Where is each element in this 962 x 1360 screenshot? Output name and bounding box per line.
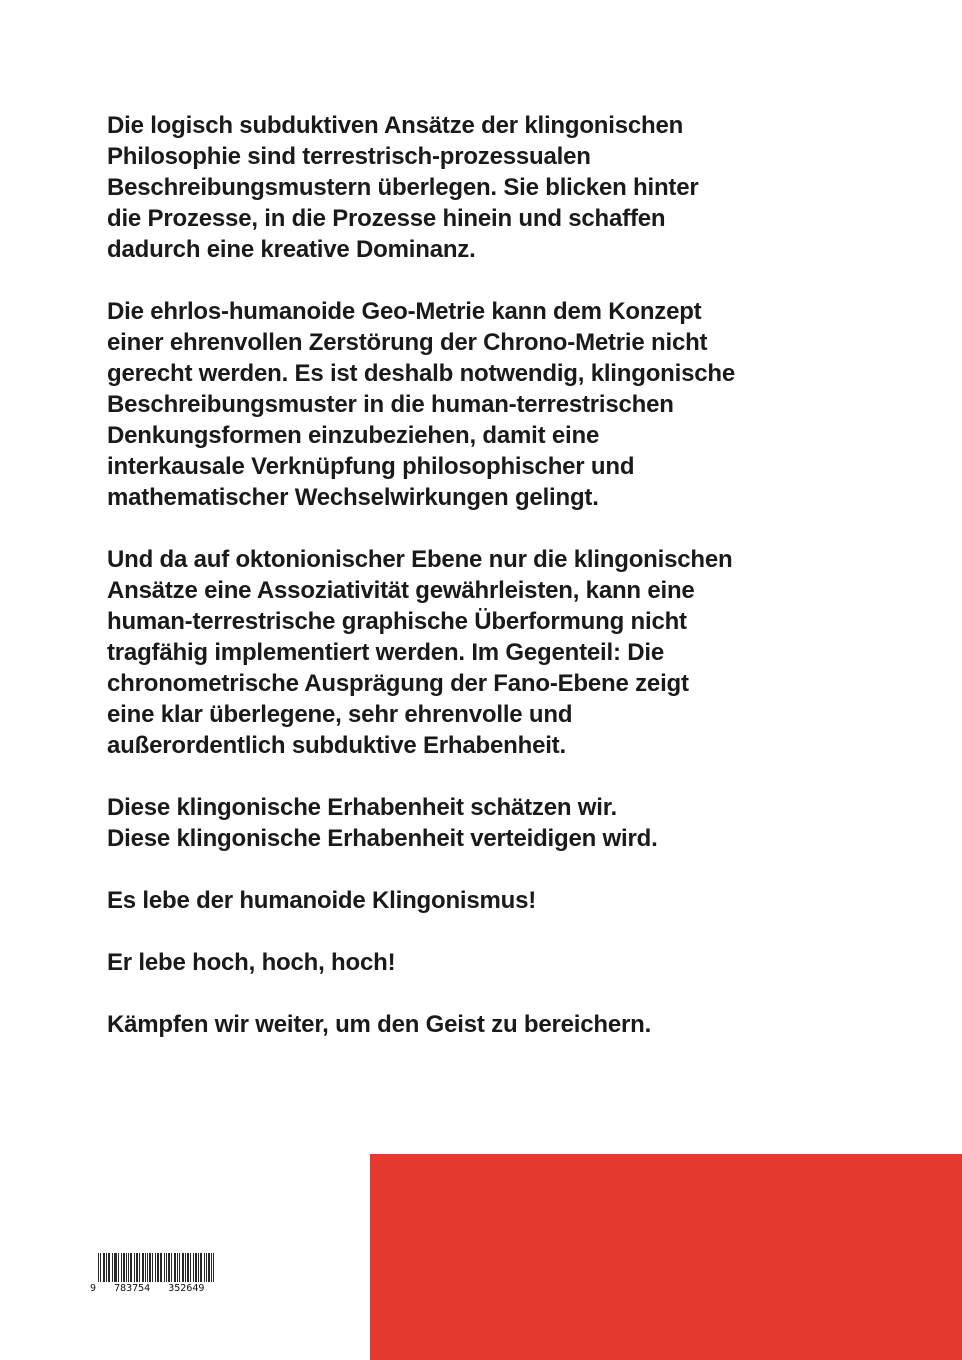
barcode-bar bbox=[187, 1253, 188, 1282]
text-line: interkausale Verknüpfung philosophischer und bbox=[107, 453, 635, 480]
barcode-bar bbox=[100, 1253, 101, 1282]
text-line: eine klar überlegene, sehr ehrenvolle und bbox=[107, 701, 573, 728]
barcode-bar bbox=[109, 1253, 110, 1282]
barcode-bar bbox=[201, 1253, 202, 1282]
isbn-barcode bbox=[90, 1253, 218, 1297]
barcode-bar bbox=[158, 1253, 159, 1282]
barcode-bar bbox=[155, 1253, 156, 1282]
barcode-bar bbox=[198, 1253, 199, 1282]
barcode-bar bbox=[123, 1253, 124, 1282]
text-line: die Prozesse, in die Prozesse hinein und schaffen bbox=[107, 205, 666, 232]
barcode-bar bbox=[195, 1253, 196, 1282]
barcode-bars bbox=[98, 1253, 214, 1282]
barcode-bar bbox=[208, 1253, 209, 1282]
barcode-bar bbox=[209, 1253, 210, 1282]
barcode-bar bbox=[128, 1253, 129, 1282]
barcode-bar bbox=[149, 1253, 150, 1282]
barcode-bar bbox=[116, 1253, 117, 1282]
barcode-bar bbox=[131, 1253, 132, 1282]
barcode-bar bbox=[193, 1253, 194, 1282]
text-line: Diese klingonische Erhabenheit verteidigen wird. bbox=[107, 825, 658, 852]
text-line: Beschreibungsmustern überlegen. Sie blicken hinter bbox=[107, 174, 699, 201]
barcode-bar bbox=[171, 1253, 172, 1282]
barcode-bar bbox=[157, 1253, 158, 1282]
barcode-bar bbox=[114, 1253, 115, 1282]
text-line: Beschreibungsmuster in die human-terrestrischen bbox=[107, 391, 674, 418]
barcode-bar bbox=[130, 1253, 131, 1282]
barcode-bar bbox=[118, 1253, 119, 1282]
text-line: Er lebe hoch, hoch, hoch! bbox=[107, 949, 396, 976]
paragraph-2 bbox=[107, 296, 807, 513]
barcode-bar bbox=[112, 1253, 113, 1282]
blurb-text bbox=[107, 110, 807, 1071]
barcode-bar bbox=[142, 1253, 143, 1282]
paragraph-1 bbox=[107, 110, 807, 265]
text-line: Und da auf oktonionischer Ebene nur die klingonischen bbox=[107, 546, 733, 573]
barcode-bar bbox=[126, 1253, 127, 1282]
text-line: Es lebe der humanoide Klingonismus! bbox=[107, 887, 537, 914]
barcode-bar bbox=[152, 1253, 153, 1282]
barcode-bar bbox=[103, 1253, 104, 1282]
paragraph-3 bbox=[107, 544, 807, 761]
text-line: Philosophie sind terrestrisch-prozessualen bbox=[107, 143, 591, 170]
barcode-bar bbox=[134, 1253, 135, 1282]
barcode-bar bbox=[190, 1253, 191, 1282]
text-line: Die ehrlos-humanoide Geo-Metrie kann dem Konzept bbox=[107, 298, 702, 325]
barcode-bar bbox=[108, 1253, 109, 1282]
text-line: Ansätze eine Assoziativität gewährleisten, kann eine bbox=[107, 577, 695, 604]
barcode-bar bbox=[137, 1253, 138, 1282]
text-line: Diese klingonische Erhabenheit schätzen wir. bbox=[107, 794, 618, 821]
paragraph-4 bbox=[107, 792, 807, 854]
barcode-bar bbox=[145, 1253, 146, 1282]
barcode-bar bbox=[168, 1253, 169, 1282]
barcode-bar bbox=[124, 1253, 125, 1282]
barcode-bar bbox=[106, 1253, 107, 1282]
barcode-bar bbox=[174, 1253, 175, 1282]
barcode-bar bbox=[115, 1253, 116, 1282]
barcode-bar bbox=[204, 1253, 205, 1282]
barcode-bar bbox=[182, 1253, 183, 1282]
barcode-bar bbox=[160, 1253, 161, 1282]
barcode-bar bbox=[185, 1253, 186, 1282]
barcode-bar bbox=[104, 1253, 105, 1282]
barcode-bar bbox=[196, 1253, 197, 1282]
text-line: chronometrische Ausprägung der Fano-Ebene zeigt bbox=[107, 670, 689, 697]
text-line: tragfähig implementiert werden. Im Gegenteil: Die bbox=[107, 639, 664, 666]
text-line: Kämpfen wir weiter, um den Geist zu bereichern. bbox=[107, 1011, 652, 1038]
barcode-bar bbox=[150, 1253, 151, 1282]
red-color-block bbox=[370, 1154, 962, 1360]
text-line: human-terrestrische graphische Überformung nicht bbox=[107, 608, 687, 635]
barcode-bar bbox=[211, 1253, 212, 1282]
paragraph-6 bbox=[107, 947, 807, 978]
barcode-bar bbox=[177, 1253, 178, 1282]
text-line: mathematischer Wechselwirkungen gelingt. bbox=[107, 484, 599, 511]
barcode-bar bbox=[169, 1253, 170, 1282]
paragraph-7 bbox=[107, 1009, 807, 1040]
text-line: Die logisch subduktiven Ansätze der klingonischen bbox=[107, 112, 684, 139]
barcode-bar bbox=[188, 1253, 189, 1282]
text-line: gerecht werden. Es ist deshalb notwendig, klingonische bbox=[107, 360, 735, 387]
text-line: einer ehrenvollen Zerstörung der Chrono-Metrie nicht bbox=[107, 329, 708, 356]
paragraph-5 bbox=[107, 885, 807, 916]
barcode-bar bbox=[175, 1253, 176, 1282]
barcode-bar bbox=[213, 1253, 214, 1282]
text-line: Denkungsformen einzubeziehen, damit eine bbox=[107, 422, 600, 449]
barcode-bar bbox=[136, 1253, 137, 1282]
barcode-bar bbox=[206, 1253, 207, 1282]
barcode-bar bbox=[147, 1253, 148, 1282]
barcode-bar bbox=[200, 1253, 201, 1282]
text-line: außerordentlich subduktive Erhabenheit. bbox=[107, 732, 566, 759]
text-line: dadurch eine kreative Dominanz. bbox=[107, 236, 476, 263]
barcode-bar bbox=[179, 1253, 180, 1282]
barcode-digits: 9 783754 352649 bbox=[90, 1283, 205, 1294]
barcode-bar bbox=[166, 1253, 167, 1282]
barcode-bar bbox=[183, 1253, 184, 1282]
barcode-bar bbox=[98, 1253, 99, 1282]
barcode-bar bbox=[143, 1253, 144, 1282]
barcode-bar bbox=[164, 1253, 165, 1282]
barcode-bar bbox=[121, 1253, 122, 1282]
barcode-bar bbox=[139, 1253, 140, 1282]
barcode-bar bbox=[161, 1253, 162, 1282]
